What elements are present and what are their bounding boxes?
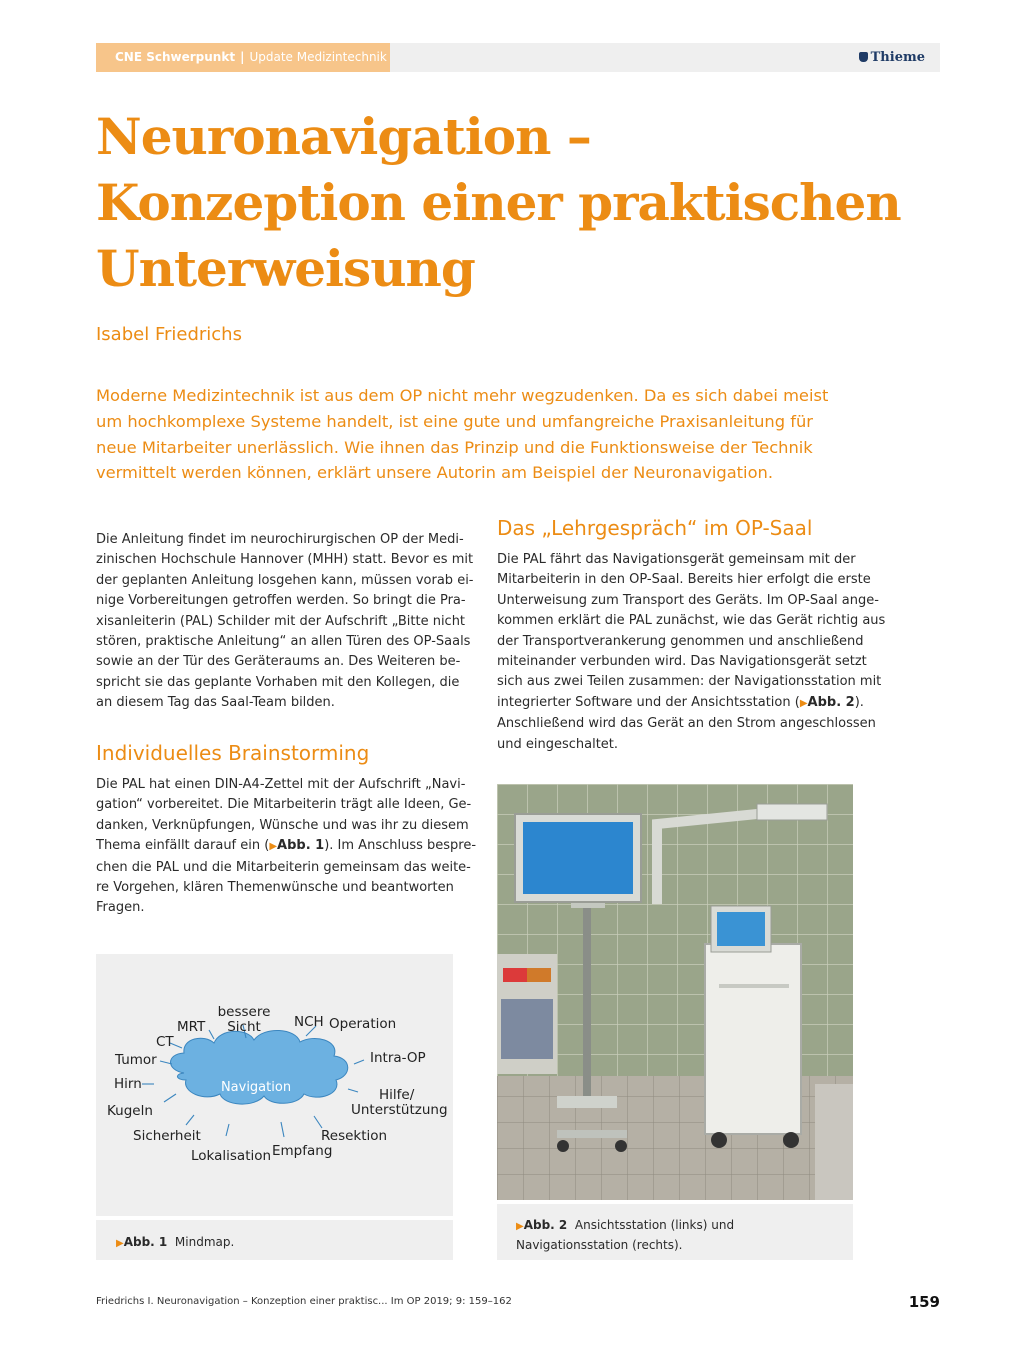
text-line: stören, praktische Anleitung“ an allen Türen des OP-Saals bbox=[96, 634, 471, 650]
mindmap-label: bessere bbox=[217, 1004, 271, 1020]
photo-illustration bbox=[497, 784, 853, 1200]
text-line: Die PAL fährt das Navigationsgerät gemeinsam mit der bbox=[497, 552, 856, 567]
publisher-logo bbox=[859, 43, 925, 72]
title-line: Konzeption einer praktischen bbox=[96, 173, 901, 232]
lead-line: neue Mitarbeiter unerlässlich. Wie ihnen das Prinzip und die Funktionsweise der Technik bbox=[96, 437, 813, 457]
text-line: spricht sie das geplante Vorhaben mit den Kollegen, die bbox=[96, 674, 460, 690]
thieme-shield-icon bbox=[859, 52, 868, 62]
text-fragment: integrierter Software und der Ansichtsstation ( bbox=[497, 694, 800, 710]
text-line bbox=[96, 836, 477, 857]
figure-reference-link[interactable]: Abb. 1 bbox=[277, 838, 325, 854]
text-line: xisanleiterin (PAL) Schilder mit der Aufschrift „Bitte nicht bbox=[96, 613, 466, 629]
text-line: sowie an der Tür des Geräteraums an. Des Weiteren be- bbox=[96, 654, 461, 670]
text-line: miteinander verbunden wird. Das Navigationsgerät setzt bbox=[497, 654, 867, 670]
text-fragment: ). Im Anschluss bespre- bbox=[324, 838, 477, 854]
text-line: Fragen. bbox=[96, 900, 145, 916]
topic-label: Update Medizintechnik bbox=[249, 50, 387, 64]
text-line: gation“ vorbereitet. Die Mitarbeiterin trägt alle Ideen, Ge- bbox=[96, 797, 472, 813]
section-label: CNE Schwerpunkt bbox=[115, 50, 236, 64]
text-line: sich aus zwei Teilen zusammen: der Navigationsstation mit bbox=[497, 674, 882, 690]
ref-arrow-icon: ▶ bbox=[269, 841, 278, 853]
text-line: zinischen Hochschule Hannover (MHH) statt. Bevor es mit bbox=[96, 552, 474, 568]
figure2-caption bbox=[497, 1204, 853, 1260]
text-line: Die Anleitung findet im neurochirurgischen OP der Medi- bbox=[96, 532, 464, 547]
figure-reference-link[interactable]: Abb. 2 bbox=[807, 694, 855, 710]
mindmap-label: Empfang bbox=[272, 1143, 333, 1159]
mindmap-label: Tumor bbox=[115, 1052, 157, 1068]
caption-body: Ansichtsstation (links) und Navigationsstation (rechts). bbox=[516, 1218, 735, 1252]
author: Isabel Friedrichs bbox=[96, 324, 242, 345]
lead-line: um hochkomplexe Systeme handelt, ist eine gute und umfangreiche Praxisanleitung für bbox=[96, 411, 813, 431]
caption-text bbox=[116, 1235, 234, 1249]
mindmap-figure bbox=[96, 954, 453, 1216]
navigation-device-photo bbox=[497, 784, 853, 1200]
text-line: der geplanten Anleitung losgehen kann, müssen vorab ei- bbox=[96, 572, 474, 588]
title-line: Neuronavigation – bbox=[96, 107, 591, 166]
text-line: der Transportverankerung genommen und anschließend bbox=[497, 633, 864, 649]
mindmap-label: Operation bbox=[329, 1016, 397, 1032]
mindmap-center-label: Navigation bbox=[220, 1080, 292, 1095]
mindmap-label: Sicht bbox=[227, 1019, 261, 1035]
section-heading-op-saal: Das „Lehrgespräch“ im OP-Saal bbox=[497, 516, 813, 540]
mindmap-label: Lokalisation bbox=[191, 1148, 272, 1164]
op-saal-paragraph bbox=[497, 550, 886, 755]
text-line: an diesem Tag das Saal-Team bilden. bbox=[96, 695, 335, 711]
mindmap-label: Sicherheit bbox=[133, 1128, 201, 1144]
text-line: und eingeschaltet. bbox=[497, 736, 619, 752]
text-fragment: Thema einfällt darauf ein ( bbox=[96, 838, 270, 854]
text-line: Die PAL hat einen DIN-A4-Zettel mit der Aufschrift „Navi- bbox=[96, 777, 466, 792]
mindmap-label: CT bbox=[156, 1034, 174, 1050]
text-line: Mitarbeiterin in den OP-Saal. Bereits hier erfolgt die erste bbox=[497, 572, 871, 588]
caption-body: Mindmap. bbox=[174, 1235, 235, 1249]
brainstorming-paragraph bbox=[96, 775, 477, 919]
text-line: nige Vorbereitungen getroffen werden. So bringt die Pra- bbox=[96, 593, 466, 609]
header-separator: | bbox=[240, 50, 245, 64]
figure1-caption bbox=[96, 1220, 453, 1260]
mindmap-label: Unterstützung bbox=[351, 1102, 448, 1118]
caption-label: Abb. 1 bbox=[123, 1235, 168, 1249]
caption-label: Abb. 2 bbox=[523, 1218, 568, 1232]
lead-line: Moderne Medizintechnik ist aus dem OP nicht mehr wegzudenken. Da es sich dabei meist bbox=[96, 386, 829, 405]
intro-paragraph bbox=[96, 530, 474, 714]
text-line: chen die PAL und die Mitarbeiterin gemeinsam das weite- bbox=[96, 859, 471, 875]
ref-arrow-icon: ▶ bbox=[799, 697, 808, 709]
article-title bbox=[96, 104, 956, 302]
mindmap-label: Resektion bbox=[321, 1128, 388, 1144]
publisher-name: Thieme bbox=[870, 50, 925, 65]
caption-arrow-icon: ▶ bbox=[516, 1221, 524, 1232]
section-heading-brainstorming: Individuelles Brainstorming bbox=[96, 741, 370, 765]
mindmap-label: Hilfe/ bbox=[379, 1087, 415, 1103]
mindmap-label: Kugeln bbox=[107, 1103, 153, 1119]
title-line: Unterweisung bbox=[96, 239, 475, 298]
mindmap-label: Intra-OP bbox=[370, 1050, 426, 1066]
mindmap-label: Hirn bbox=[114, 1076, 142, 1092]
page-number: 159 bbox=[908, 1293, 940, 1311]
text-line bbox=[497, 693, 864, 714]
lead-paragraph bbox=[96, 383, 896, 486]
footer-citation: Friedrichs I. Neuronavigation – Konzeption einer praktisc... Im OP 2019; 9: 159–162 bbox=[96, 1296, 512, 1307]
mindmap-diagram bbox=[96, 954, 453, 1216]
caption-text bbox=[516, 1216, 841, 1254]
text-fragment: ). bbox=[854, 694, 864, 710]
lead-line: vermittelt werden können, erklärt unsere Autorin am Beispiel der Neuronavigation. bbox=[96, 463, 774, 483]
text-line: Anschließend wird das Gerät an den Strom angeschlossen bbox=[497, 716, 876, 732]
text-line: kommen erklärt die PAL zunächst, wie das Gerät richtig aus bbox=[497, 613, 886, 629]
text-line: Unterweisung zum Transport des Geräts. Im OP-Saal ange- bbox=[497, 592, 879, 608]
caption-arrow-icon: ▶ bbox=[116, 1238, 124, 1249]
section-header bbox=[96, 43, 390, 72]
mindmap-label: NCH bbox=[294, 1014, 324, 1030]
text-line: danken, Verknüpfungen, Wünsche und was ihr zu diesem bbox=[96, 817, 469, 833]
header-bar bbox=[390, 43, 940, 72]
mindmap-label: MRT bbox=[177, 1019, 206, 1035]
text-line: re Vorgehen, klären Themenwünsche und beantworten bbox=[96, 880, 454, 896]
